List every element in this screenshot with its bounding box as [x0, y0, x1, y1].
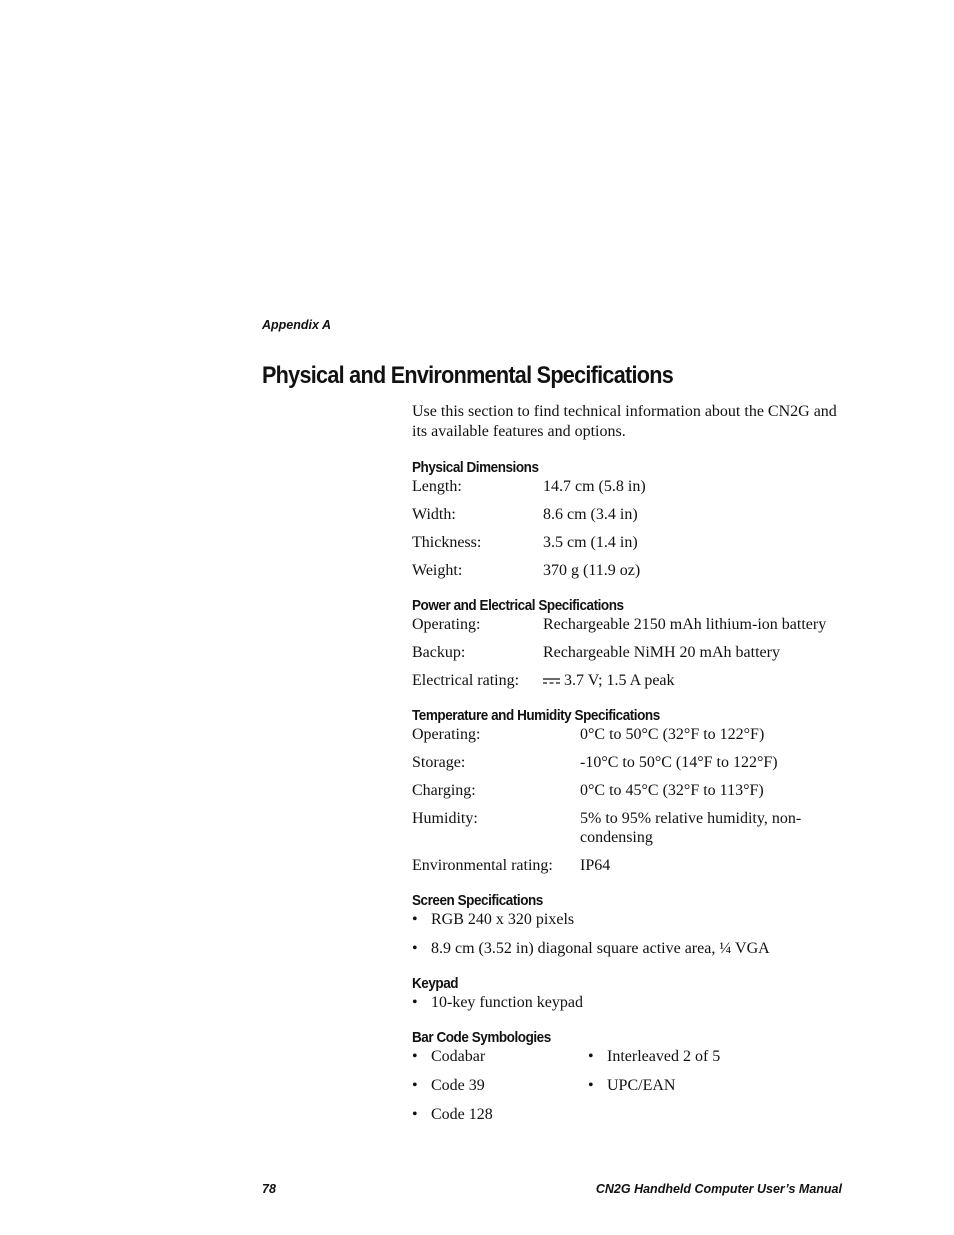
spec-row-electrical-rating — [412, 671, 852, 690]
bullet-icon: • — [412, 1048, 418, 1065]
spec-row-humidity — [412, 809, 852, 847]
spec-row-width — [412, 505, 852, 524]
content-column — [412, 402, 852, 1124]
spec-row-operating-temp — [412, 725, 852, 744]
spec-value: 5% to 95% relative humidity, non-condensing — [580, 810, 802, 846]
section-heading: Power and Electrical Specifications — [412, 597, 624, 614]
bullet-list — [588, 1047, 764, 1124]
list-item: • Code 128 — [412, 1106, 493, 1123]
spec-value: 3.5 cm (1.4 in) — [543, 534, 638, 551]
spec-value — [543, 671, 852, 690]
spec-row-length — [412, 477, 852, 496]
manual-title: CN2G Handheld Computer User’s Manual — [595, 1182, 842, 1196]
spec-value: 370 g (11.9 oz) — [543, 562, 641, 579]
page-number: 78 — [262, 1182, 276, 1196]
spec-row-thickness — [412, 533, 852, 552]
list-item: • Code 39 — [412, 1077, 485, 1094]
bullet-icon: • — [412, 1106, 418, 1123]
spec-label: Thickness: — [412, 534, 482, 551]
spec-label: Environmental rating: — [412, 857, 553, 874]
bullet-icon: • — [588, 1077, 594, 1094]
spec-label: Width: — [412, 506, 456, 523]
intro-paragraph: Use this section to find technical information about the CN2G and its available features and options. — [412, 403, 837, 440]
spec-value: 0°C to 45°C (32°F to 113°F) — [580, 782, 764, 799]
temperature-humidity-section — [412, 706, 852, 875]
spec-label: Electrical rating: — [412, 672, 520, 689]
spec-label: Operating: — [412, 726, 481, 743]
spec-row-storage — [412, 753, 852, 772]
keypad-section — [412, 974, 852, 1012]
spec-row-weight — [412, 561, 852, 580]
bullet-icon: • — [412, 994, 418, 1011]
bullet-icon: • — [412, 1077, 418, 1094]
list-item: • UPC/EAN — [588, 1077, 676, 1094]
bullet-icon: • — [588, 1048, 594, 1065]
section-heading: Temperature and Humidity Specifications — [412, 707, 660, 724]
spec-label: Charging: — [412, 782, 476, 799]
physical-dimensions-section — [412, 458, 852, 580]
spec-label: Storage: — [412, 754, 466, 771]
spec-row-charging — [412, 781, 852, 800]
barcode-section — [412, 1028, 852, 1124]
spec-value: Rechargeable NiMH 20 mAh battery — [543, 644, 780, 661]
spec-label: Weight: — [412, 562, 463, 579]
spec-value: 14.7 cm (5.8 in) — [543, 478, 646, 495]
spec-row-environmental-rating — [412, 856, 852, 875]
spec-label: Humidity: — [412, 810, 478, 827]
list-item: • 8.9 cm (3.52 in) diagonal square active area, ¼ VGA — [412, 940, 770, 957]
running-head: Appendix A — [262, 318, 331, 332]
bullet-list — [412, 910, 852, 958]
list-item: • 10-key function keypad — [412, 994, 583, 1011]
spec-value: 0°C to 50°C (32°F to 122°F) — [580, 726, 765, 743]
section-heading: Bar Code Symbologies — [412, 1029, 551, 1046]
bullet-list — [412, 993, 852, 1012]
section-heading: Physical Dimensions — [412, 459, 539, 476]
section-heading: Keypad — [412, 975, 459, 992]
spec-row-backup — [412, 643, 852, 662]
dc-current-icon — [543, 677, 560, 685]
bullet-list — [412, 1047, 588, 1124]
bullet-icon: • — [412, 911, 418, 928]
spec-label: Length: — [412, 478, 462, 495]
spec-label: Backup: — [412, 644, 466, 661]
spec-label: Operating: — [412, 616, 481, 633]
spec-value: IP64 — [580, 857, 611, 874]
barcode-columns — [412, 1047, 852, 1124]
list-item: • Codabar — [412, 1048, 486, 1065]
list-item: • Interleaved 2 of 5 — [588, 1048, 721, 1065]
spec-value: -10°C to 50°C (14°F to 122°F) — [580, 754, 778, 771]
page-title: Physical and Environmental Specifications — [262, 362, 674, 389]
bullet-icon: • — [412, 940, 418, 957]
electrical-rating-text: 3.7 V; 1.5 A peak — [564, 672, 675, 689]
spec-value: 8.6 cm (3.4 in) — [543, 506, 638, 523]
spec-row-operating — [412, 615, 852, 634]
list-item: • RGB 240 x 320 pixels — [412, 911, 575, 928]
screen-section — [412, 891, 852, 958]
section-heading: Screen Specifications — [412, 892, 543, 909]
spec-value: Rechargeable 2150 mAh lithium-ion battery — [543, 616, 827, 633]
power-electrical-section — [412, 596, 852, 690]
